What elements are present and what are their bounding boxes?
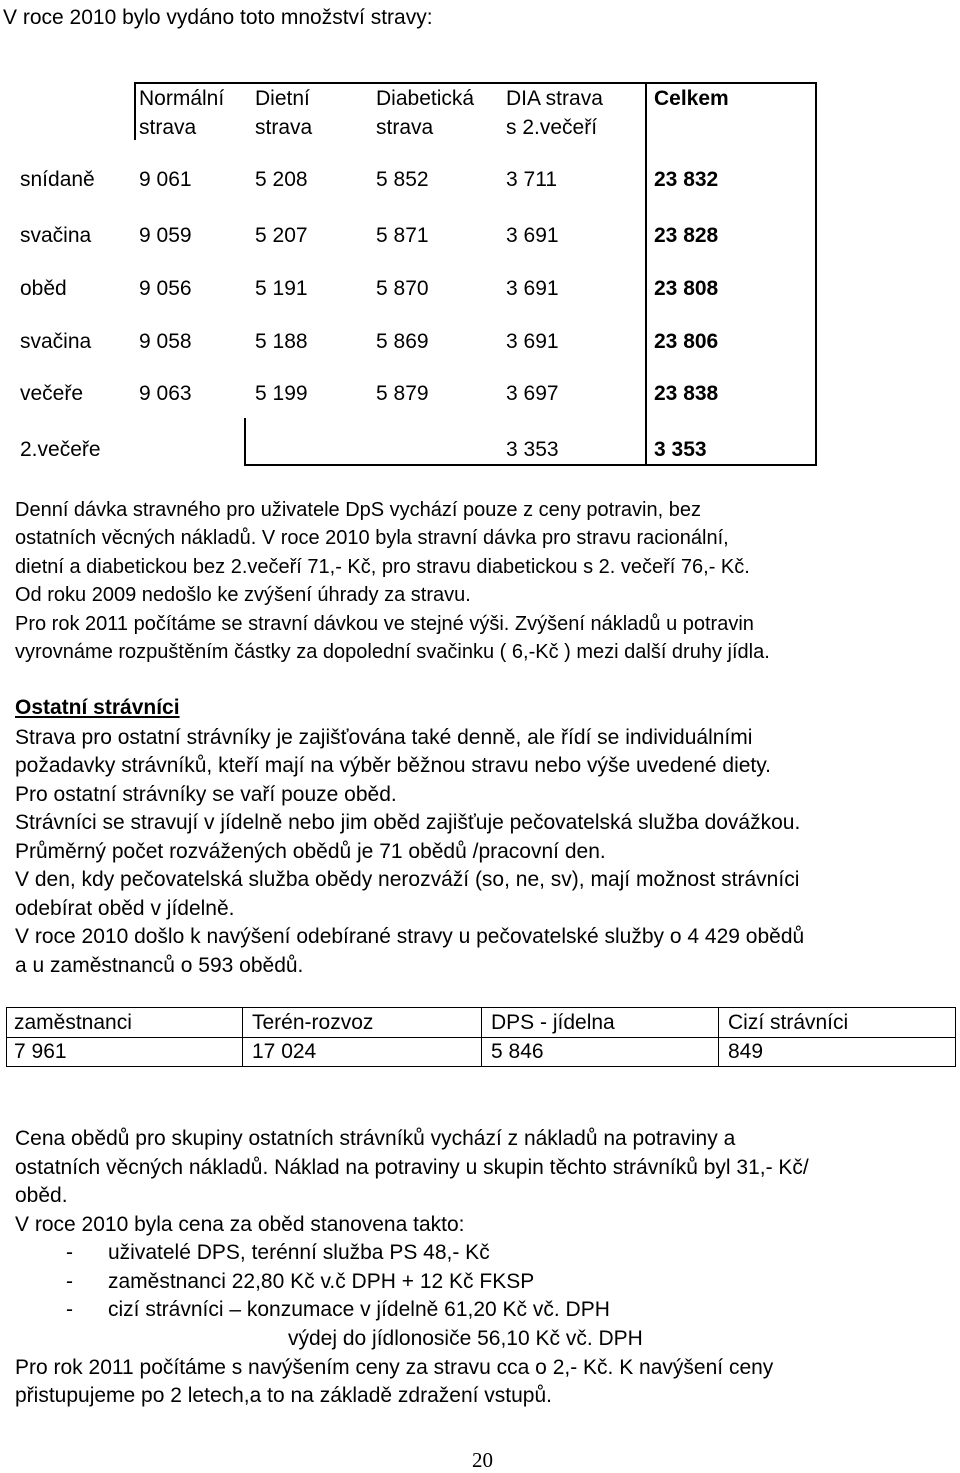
text-line: V roce 2010 byla cena za oběd stanovena takto: [15, 1213, 465, 1236]
table-line [481, 1007, 482, 1067]
row-label: večeře [20, 382, 84, 405]
text-line: požadavky strávníků, kteří mají na výběr běžnou stravu nebo výše uvedené diety. [15, 754, 772, 777]
table-cell: 5 208 [255, 168, 308, 191]
text-line: Denní dávka stravného pro uživatele DpS vychází pouze z ceny potravin, bez [15, 499, 701, 521]
table-border-top [134, 82, 817, 84]
col-header-normal: Normální strava [139, 87, 225, 139]
table-cell: 5 852 [376, 168, 429, 191]
table-header: Cizí strávníci [728, 1011, 849, 1034]
table-cell: 5 879 [376, 382, 429, 405]
text-line: Cena obědů pro skupiny ostatních strávníků vychází z nákladů na potraviny a [15, 1127, 736, 1150]
table-border-right [815, 82, 817, 465]
text-line: přistupujeme po 2 letech,a to na základě zdražení vstupů. [15, 1384, 552, 1407]
table-cell: 5 191 [255, 277, 308, 300]
text-line: odebírat oběd v jídelně. [15, 897, 235, 920]
col-header-dietni: Dietní strava [255, 87, 313, 139]
col-header-celkem: Celkem [654, 87, 729, 110]
table-line [242, 1007, 243, 1067]
table-cell: 17 024 [252, 1040, 317, 1063]
page-number: 20 [472, 1448, 493, 1472]
table-border-total [645, 82, 647, 465]
table-cell: 849 [728, 1040, 764, 1063]
table-cell: 3 691 [506, 330, 559, 353]
table-cell: 9 058 [139, 330, 192, 353]
text-line: dietní a diabetickou bez 2.večeří 71,- Kč, pro stravu diabetickou s 2. večeří 76,- Kč. [15, 556, 750, 578]
text-line: Průměrný počet rozvážených obědů je 71 obědů /pracovní den. [15, 840, 606, 863]
table-cell: 3 711 [506, 168, 557, 191]
table-cell: 9 059 [139, 224, 192, 247]
table-cell: 5 199 [255, 382, 308, 405]
table-line [6, 1007, 7, 1067]
table-cell: 5 869 [376, 330, 429, 353]
text-line: ostatních věcných nákladů. Náklad na potraviny u skupin těchto strávníků byl 31,- Kč/ [15, 1156, 809, 1179]
table-cell: 3 691 [506, 224, 559, 247]
row-total: 23 808 [654, 277, 719, 300]
table-cell: 3 691 [506, 277, 559, 300]
table-line [718, 1007, 719, 1067]
row-total: 23 832 [654, 168, 719, 191]
table-border-bottom [244, 464, 817, 466]
text-line: V roce 2010 došlo k navýšení odebírané stravy u pečovatelské služby o 4 429 obědů [15, 925, 805, 948]
table-cell: 5 871 [376, 224, 429, 247]
bullet-dash: - [66, 1298, 73, 1321]
table-line [955, 1007, 956, 1067]
bullet-dash: - [66, 1270, 73, 1293]
text-line: V den, kdy pečovatelská služba obědy nerozváží (so, ne, sv), mají možnost strávníci [15, 868, 800, 891]
row-total: 3 353 [654, 438, 707, 461]
section-title: Ostatní strávníci [15, 696, 180, 719]
row-label: oběd [20, 277, 67, 300]
row-label: snídaně [20, 168, 95, 191]
table-cell: 5 846 [491, 1040, 544, 1063]
row-total: 23 838 [654, 382, 719, 405]
row-label: svačina [20, 224, 92, 247]
text-line: oběd. [15, 1184, 68, 1207]
table-border-left [134, 82, 136, 140]
table-cell: 9 056 [139, 277, 192, 300]
table-cell: 5 870 [376, 277, 429, 300]
table-header: zaměstnanci [14, 1011, 132, 1034]
table-header: DPS - jídelna [491, 1011, 615, 1034]
text-line: a u zaměstnanců o 593 obědů. [15, 954, 304, 977]
page-heading: V roce 2010 bylo vydáno toto množství stravy: [3, 6, 433, 29]
text-line: Strava pro ostatní strávníky je zajišťována také denně, ale řídí se individuálními [15, 726, 753, 749]
table-cell: 5 188 [255, 330, 308, 353]
table-cell: 7 961 [14, 1040, 67, 1063]
col-header-diabeticka: Diabetická strava [376, 87, 475, 139]
col-header-dia: DIA strava s 2.večeří [506, 87, 603, 139]
table-border-inner [244, 418, 246, 465]
row-label: svačina [20, 330, 92, 353]
table-cell: 3 353 [506, 438, 559, 461]
text-line: Pro ostatní strávníky se vaří pouze oběd. [15, 783, 397, 806]
text-line: vyrovnáme rozpuštěním částky za dopolední svačinku ( 6,-Kč ) mezi další druhy jídla. [15, 641, 770, 663]
bullet-dash: - [66, 1241, 73, 1264]
row-total: 23 828 [654, 224, 719, 247]
text-line: Pro rok 2011 počítáme s navýšením ceny za stravu cca o 2,- Kč. K navýšení ceny [15, 1356, 774, 1379]
row-total: 23 806 [654, 330, 719, 353]
table-cell: 5 207 [255, 224, 308, 247]
text-line: Od roku 2009 nedošlo ke zvýšení úhrady za stravu. [15, 584, 471, 606]
list-item-continuation: výdej do jídlonosiče 56,10 Kč vč. DPH [288, 1327, 643, 1350]
table-cell: 9 063 [139, 382, 192, 405]
list-item: zaměstnanci 22,80 Kč v.č DPH + 12 Kč FKSP [108, 1270, 535, 1293]
table-header: Terén-rozvoz [252, 1011, 374, 1034]
table-cell: 9 061 [139, 168, 192, 191]
table-cell: 3 697 [506, 382, 559, 405]
row-label: 2.večeře [20, 438, 101, 461]
list-item: cizí strávníci – konzumace v jídelně 61,20 Kč vč. DPH [108, 1298, 610, 1321]
text-line: Pro rok 2011 počítáme se stravní dávkou ve stejné výši. Zvýšení nákladů u potravin [15, 613, 754, 635]
text-line: ostatních věcných nákladů. V roce 2010 byla stravní dávka pro stravu racionální, [15, 527, 729, 549]
list-item: uživatelé DPS, terénní služba PS 48,- Kč [108, 1241, 490, 1264]
text-line: Strávníci se stravují v jídelně nebo jim oběd zajišťuje pečovatelská služba dovážkou. [15, 811, 801, 834]
